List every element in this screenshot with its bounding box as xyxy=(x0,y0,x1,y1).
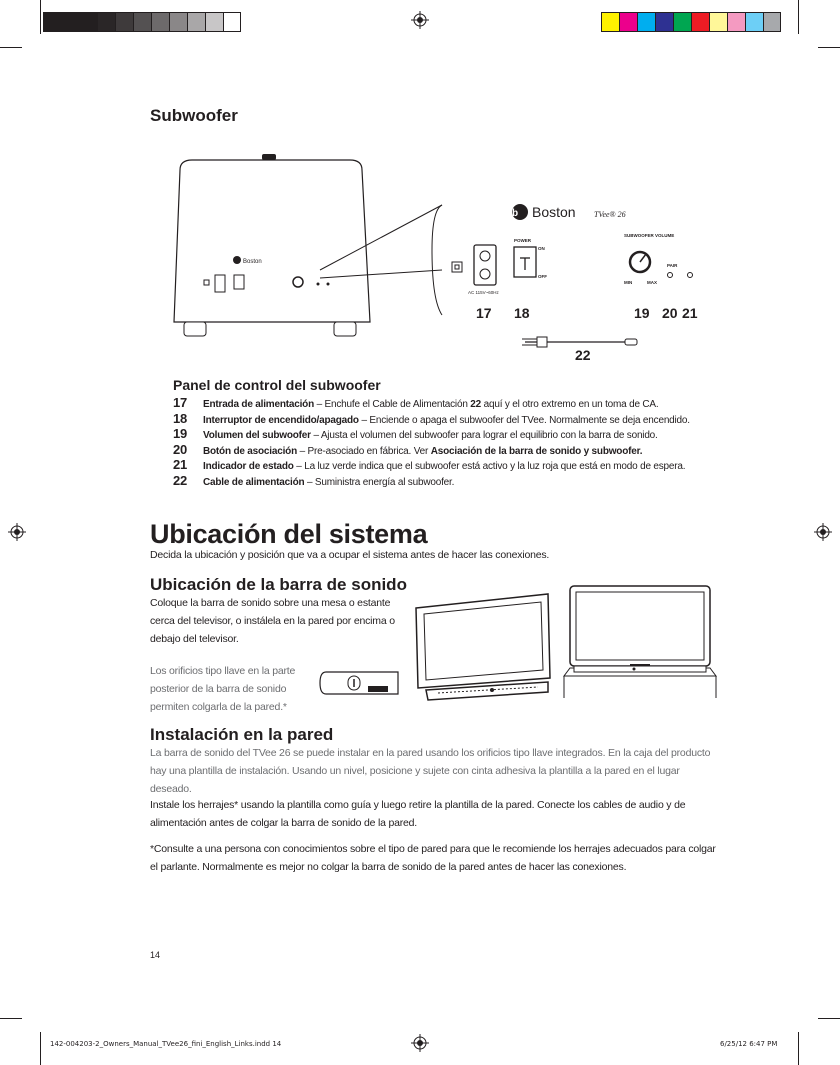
crop-mark xyxy=(40,1032,41,1065)
control-panel-title: Panel de control del subwoofer xyxy=(173,377,381,393)
soundbar-placement-text: Coloque la barra de sonido sobre una mesa o estante cerca del televisor, o instálela en la pared por encima o debajo del televisor. xyxy=(150,597,395,645)
color-swatch xyxy=(673,12,691,32)
model-name: TVee® 26 xyxy=(594,210,626,219)
crop-mark xyxy=(818,1018,840,1019)
legend-item-18 xyxy=(173,411,690,426)
placement-title: Ubicación del sistema xyxy=(150,519,428,549)
legend-label: Botón de asociación xyxy=(203,445,297,457)
crop-mark xyxy=(818,47,840,48)
legend-item-19 xyxy=(173,426,658,441)
process-color-bar xyxy=(601,12,781,32)
wall-install-p1 xyxy=(150,744,720,798)
color-swatch xyxy=(169,12,187,32)
wall-install-p2: Instale los herrajes* usando la plantilla como guía y luego retire la plantilla de la pared. Conecte los cables de audio y de alimentación antes de colgar la barra de sonido de la pared. xyxy=(150,799,686,829)
color-swatch xyxy=(745,12,763,32)
callout-20: 20 xyxy=(662,305,678,321)
color-swatch xyxy=(655,12,673,32)
legend-item-21 xyxy=(173,457,685,472)
brand-name: Boston xyxy=(532,204,576,220)
callout-18: 18 xyxy=(514,305,530,321)
legend-item-20 xyxy=(173,442,642,457)
gray-color-bar xyxy=(43,12,241,32)
svg-text:ON: ON xyxy=(538,246,545,251)
color-swatch xyxy=(763,12,781,32)
color-swatch xyxy=(637,12,655,32)
callout-19: 19 xyxy=(634,305,650,321)
color-swatch xyxy=(223,12,241,32)
legend-label: Entrada de alimentación xyxy=(203,399,314,410)
legend-item-17 xyxy=(173,395,659,410)
legend-number: 21 xyxy=(173,457,188,472)
legend-label: Indicador de estado xyxy=(203,461,294,472)
subwoofer-heading: Subwoofer xyxy=(150,106,238,125)
crop-mark xyxy=(798,1032,799,1065)
svg-text:AC 115V~60Hz: AC 115V~60Hz xyxy=(468,290,499,295)
tv-screen xyxy=(570,586,710,666)
svg-text:SUBWOOFER VOLUME: SUBWOOFER VOLUME xyxy=(624,233,675,238)
color-swatch xyxy=(691,12,709,32)
placement-intro: Decida la ubicación y posición que va a ocupar el sistema antes de hacer las conexiones. xyxy=(150,549,550,561)
color-swatch xyxy=(43,12,61,32)
color-swatch xyxy=(205,12,223,32)
keyhole-illustration xyxy=(318,668,403,698)
legend-label: Cable de alimentación xyxy=(203,476,305,488)
color-swatch xyxy=(187,12,205,32)
crop-mark xyxy=(0,47,22,48)
svg-text:MIN: MIN xyxy=(624,280,633,285)
legend-desc: – La luz verde indica que el subwoofer está activo y la luz roja que está en modo de espera. xyxy=(296,461,686,472)
subwoofer-rear-illustration xyxy=(170,150,720,370)
svg-text:MAX: MAX xyxy=(647,280,657,285)
soundbar xyxy=(574,666,706,672)
legend-desc: – Pre-asociado en fábrica. Ver xyxy=(299,445,429,457)
slug-filename: 142-004203-2_Owners_Manual_TVee26_fini_English_Links.indd 14 xyxy=(50,1040,282,1048)
callout-21: 21 xyxy=(682,305,698,321)
registration-mark-icon xyxy=(411,1034,429,1052)
legend-desc: – Enciende o apaga el subwoofer del TVee. Normalmente se deja encendido. xyxy=(361,414,690,426)
registration-mark-icon xyxy=(411,11,429,29)
legend-number: 20 xyxy=(173,441,188,457)
legend-number: 19 xyxy=(173,426,188,441)
soundbar-placement-title: Ubicación de la barra de sonido xyxy=(150,575,407,594)
color-swatch xyxy=(115,12,133,32)
legend-ref: 22 xyxy=(470,399,482,410)
legend-number: 17 xyxy=(173,395,188,410)
svg-text:OFF: OFF xyxy=(538,274,547,279)
crop-mark xyxy=(0,1018,22,1019)
color-swatch xyxy=(133,12,151,32)
registration-mark-icon xyxy=(8,523,26,541)
keyhole-note: Los orificios tipo llave en la parte posterior de la barra de sonido permiten colgarla de la pared.* xyxy=(150,665,296,713)
legend-number: 22 xyxy=(173,472,188,488)
pair-button-icon xyxy=(668,273,673,278)
legend-item-22 xyxy=(173,473,454,488)
foot xyxy=(334,322,356,336)
legend-desc: – Ajusta el volumen del subwoofer para lograr el equilibrio con la barra de sonido. xyxy=(313,430,658,441)
foot xyxy=(184,322,206,336)
small-brand: Boston xyxy=(243,259,262,265)
wall-install-p1-text: La barra de sonido del TVee 26 se puede instalar en la pared usando los orificios tipo llave integrados. En la caja del producto hay una plantilla de instalación. Usando un nivel, posicione y sujete con cinta adhesiva la plantilla a la pared en el lugar deseado. xyxy=(150,747,711,795)
color-swatch xyxy=(727,12,745,32)
status-indicator-icon xyxy=(688,273,693,278)
slug-date: 6/25/12 6:47 PM xyxy=(720,1040,778,1048)
color-swatch xyxy=(61,12,79,32)
legend-label: Interruptor de encendido/apagado xyxy=(203,414,359,426)
svg-text:POWER: POWER xyxy=(514,238,532,243)
callout-17: 17 xyxy=(476,305,492,321)
cabinet-body xyxy=(174,160,370,322)
legend-ref: Asociación de la barra de sonido y subwoofer. xyxy=(430,445,643,457)
callout-22: 22 xyxy=(575,347,591,363)
color-swatch xyxy=(97,12,115,32)
legend-desc-end: aquí y el otro extremo en un toma de CA. xyxy=(483,399,659,410)
color-swatch xyxy=(601,12,619,32)
color-swatch xyxy=(79,12,97,32)
wall-install-title: Instalación en la pared xyxy=(150,725,334,744)
page-number: 14 xyxy=(150,950,161,960)
svg-text:PAIR: PAIR xyxy=(667,263,678,268)
legend-label: Volumen del subwoofer xyxy=(203,430,311,441)
legend-desc: – Suministra energía al subwoofer. xyxy=(306,476,455,488)
tv-wall-mount-illustration xyxy=(408,590,558,705)
wall-install-p3: *Consulte a una persona con conocimientos sobre el tipo de pared para que le recomiende los herrajes adecuados para colgar el parlante. Normalmente es mejor no colgar la barra de sonido de la pared antes de hacer las conexiones. xyxy=(150,843,716,873)
registration-mark-icon xyxy=(814,523,832,541)
top-knob xyxy=(262,154,276,160)
crop-mark xyxy=(798,0,799,34)
color-swatch xyxy=(151,12,169,32)
legend-desc: – Enchufe el Cable de Alimentación xyxy=(316,399,468,410)
color-swatch xyxy=(709,12,727,32)
legend-number: 18 xyxy=(173,410,188,426)
small-logo-icon xyxy=(233,256,241,264)
tv-table-illustration xyxy=(560,582,720,702)
svg-text:b: b xyxy=(512,208,519,219)
color-swatch xyxy=(619,12,637,32)
crop-mark xyxy=(40,0,41,34)
